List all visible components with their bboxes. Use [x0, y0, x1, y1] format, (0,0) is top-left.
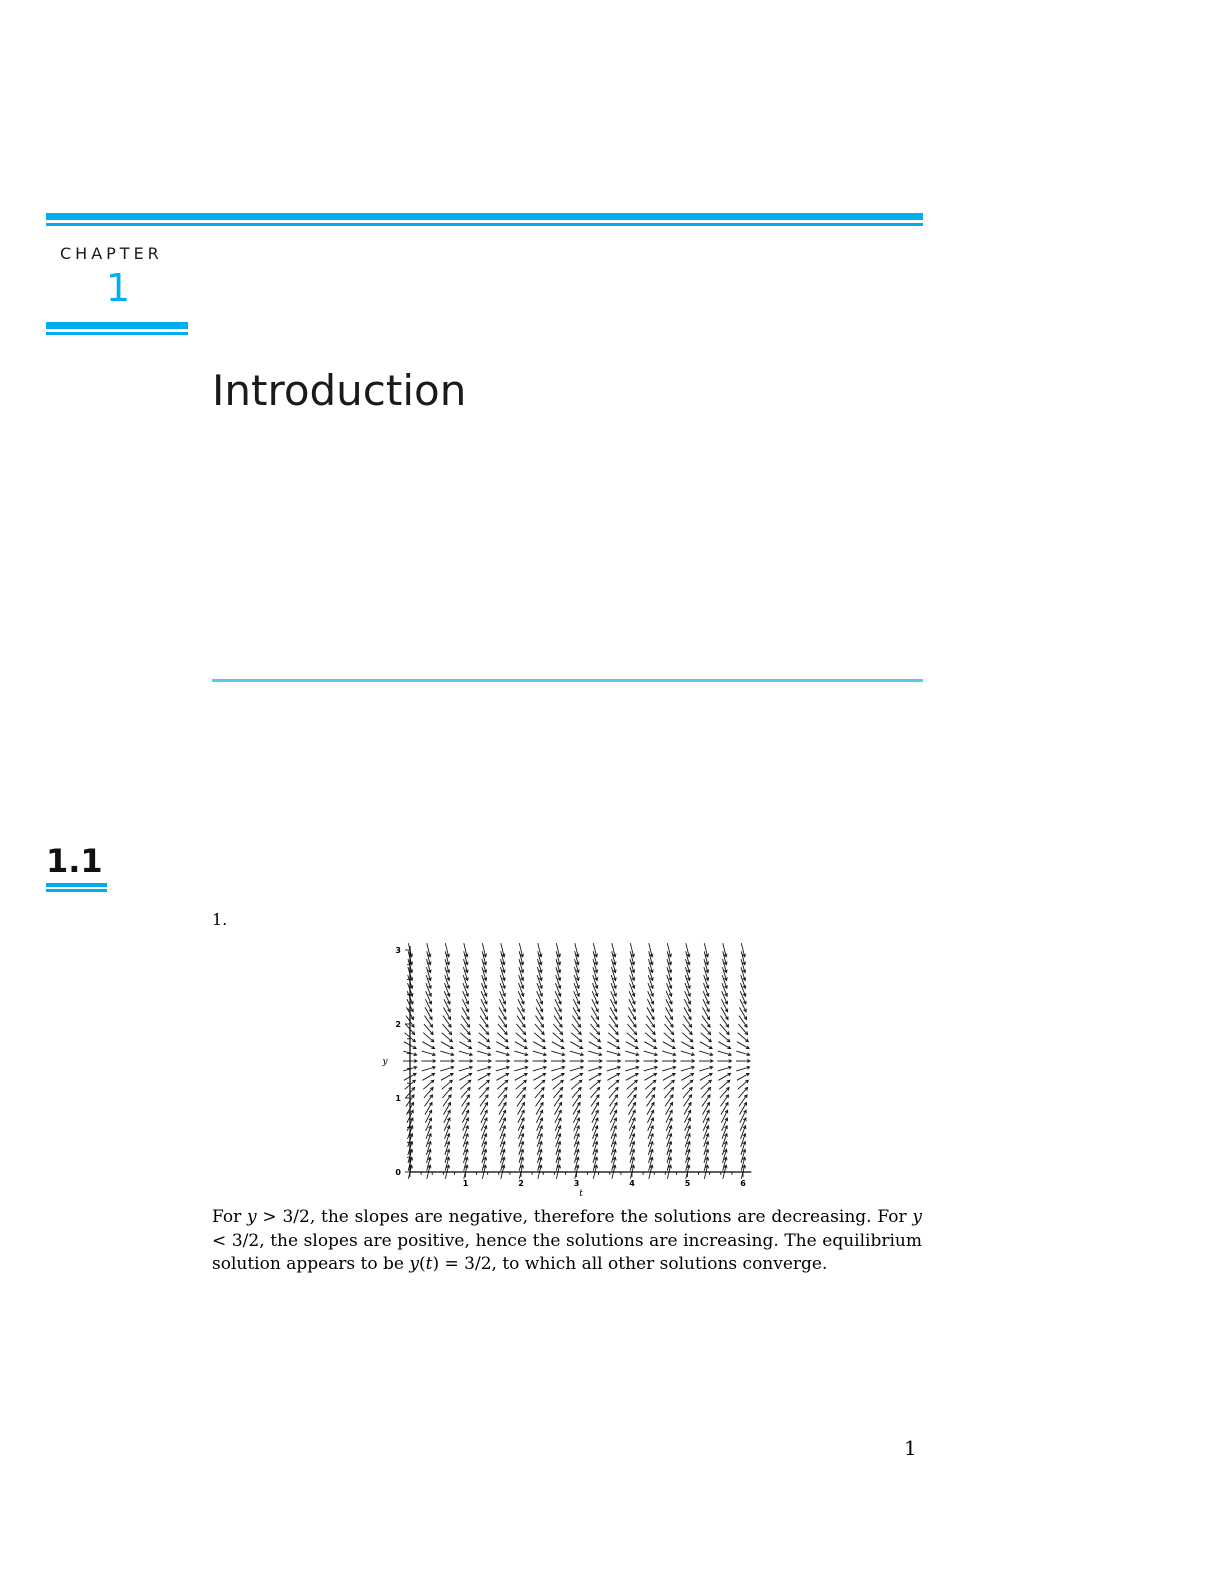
- answer-text-segment: (: [418, 1254, 426, 1274]
- slope-arrow: [591, 1095, 599, 1107]
- answer-text-segment: For: [212, 1207, 248, 1227]
- slope-arrow: [628, 1095, 636, 1107]
- x-tick-label: 1: [462, 1179, 469, 1188]
- slope-arrow: [700, 1042, 712, 1049]
- slope-arrow: [517, 1095, 525, 1107]
- slope-arrow: [737, 1042, 749, 1049]
- slope-arrow: [721, 1016, 729, 1028]
- chapter-rule-thick: [46, 322, 188, 329]
- slope-arrow: [573, 1016, 581, 1028]
- x-tick-label: 3: [573, 1179, 580, 1188]
- slope-arrow: [499, 1016, 507, 1028]
- slope-arrow: [480, 1095, 488, 1107]
- math-variable: y: [912, 1207, 922, 1227]
- slope-arrow: [610, 1016, 618, 1028]
- slope-arrow: [570, 1073, 582, 1080]
- title-rule: [212, 679, 923, 682]
- y-tick-label: 1: [395, 1094, 401, 1103]
- section-number: 1.1: [46, 842, 103, 880]
- slope-arrow: [480, 1016, 488, 1028]
- slope-arrow: [441, 1073, 453, 1080]
- x-tick-label: 2: [518, 1179, 524, 1188]
- chart-axes: [410, 946, 751, 1172]
- slope-arrow: [443, 1095, 451, 1107]
- slope-arrow: [533, 1073, 545, 1080]
- math-variable: y: [409, 1254, 419, 1274]
- math-variable: y: [247, 1207, 257, 1227]
- section-rule-thin: [46, 889, 107, 892]
- x-tick-label: 5: [684, 1179, 691, 1188]
- slope-arrow: [644, 1042, 656, 1049]
- slope-arrow: [496, 1073, 508, 1080]
- answer-text-segment: ) = 3/2, to which all other solutions converge.: [432, 1254, 828, 1274]
- x-axis-label: t: [579, 1189, 583, 1199]
- y-tick-label: 0: [395, 1168, 401, 1177]
- answer-text-segment: < 3/2, the slopes are positive, hence the solutions are increasing. The equilibrium solution appears to be: [212, 1230, 922, 1274]
- slope-arrow: [737, 1073, 749, 1080]
- section-rule-thick: [46, 883, 107, 887]
- math-variable: t: [425, 1254, 433, 1274]
- answer-paragraph: [212, 1206, 922, 1277]
- slope-arrow: [607, 1073, 619, 1080]
- slope-arrow: [681, 1073, 693, 1080]
- slope-arrow: [499, 1095, 507, 1107]
- slope-arrow: [422, 1042, 434, 1049]
- chapter-title: Introduction: [212, 366, 467, 415]
- slope-arrow: [496, 1042, 508, 1049]
- slope-arrow: [663, 1042, 675, 1049]
- slope-field-chart: [378, 940, 758, 1202]
- x-tick-label: 4: [629, 1179, 635, 1188]
- y-tick-label: 3: [395, 946, 401, 955]
- slope-arrow: [739, 1016, 747, 1028]
- answer-text-segment: > 3/2, the slopes are negative, therefore the solutions are decreasing. For: [256, 1207, 913, 1227]
- slope-arrow: [663, 1073, 675, 1080]
- slope-arrow: [425, 1095, 433, 1107]
- slope-arrow: [425, 1016, 433, 1028]
- slope-arrow: [515, 1042, 527, 1049]
- chapter-rule-thin: [46, 332, 188, 335]
- slope-arrow: [573, 1095, 581, 1107]
- slope-arrow: [610, 1095, 618, 1107]
- y-axis-label: y: [382, 1057, 388, 1067]
- slope-arrow: [702, 1095, 710, 1107]
- slope-arrow: [478, 1073, 490, 1080]
- slope-arrow: [626, 1042, 638, 1049]
- slope-arrow: [665, 1095, 673, 1107]
- slope-arrow: [443, 1016, 451, 1028]
- y-tick-label: 2: [395, 1020, 401, 1029]
- slope-arrow: [702, 1016, 710, 1028]
- slope-arrow: [718, 1042, 730, 1049]
- slope-arrow: [647, 1095, 655, 1107]
- page-number: 1: [904, 1436, 917, 1460]
- slope-arrow: [589, 1073, 601, 1080]
- slope-arrow: [739, 1095, 747, 1107]
- slope-arrow: [644, 1073, 656, 1080]
- slope-arrow: [552, 1073, 564, 1080]
- slope-arrow: [536, 1016, 544, 1028]
- chapter-label: CHAPTER: [60, 244, 163, 263]
- slope-arrow: [517, 1016, 525, 1028]
- slope-arrow: [647, 1016, 655, 1028]
- slope-arrow: [441, 1042, 453, 1049]
- slope-arrow: [665, 1016, 673, 1028]
- slope-arrow: [589, 1042, 601, 1049]
- slope-arrow: [591, 1016, 599, 1028]
- problem-number: 1.: [212, 910, 228, 929]
- slope-arrow: [422, 1073, 434, 1080]
- slope-arrow: [533, 1042, 545, 1049]
- slope-arrow: [607, 1042, 619, 1049]
- top-rule-thin: [46, 223, 923, 226]
- slope-arrow: [684, 1016, 692, 1028]
- slope-arrow: [681, 1042, 693, 1049]
- slope-arrow: [462, 1095, 470, 1107]
- slope-arrow: [459, 1073, 471, 1080]
- slope-arrow: [536, 1095, 544, 1107]
- slope-arrow: [628, 1016, 636, 1028]
- slope-arrow: [515, 1073, 527, 1080]
- slope-arrow: [459, 1042, 471, 1049]
- slope-arrow: [554, 1016, 562, 1028]
- chapter-number: 1: [105, 266, 131, 310]
- slope-arrow: [721, 1095, 729, 1107]
- slope-arrow: [684, 1095, 692, 1107]
- slope-arrow: [554, 1095, 562, 1107]
- slope-arrow: [718, 1073, 730, 1080]
- top-rule-thick: [46, 213, 923, 220]
- slope-field-arrows: [403, 943, 750, 1179]
- slope-arrow: [626, 1073, 638, 1080]
- slope-arrow: [478, 1042, 490, 1049]
- slope-arrow: [552, 1042, 564, 1049]
- x-tick-label: 6: [740, 1179, 746, 1188]
- slope-arrow: [462, 1016, 470, 1028]
- slope-arrow: [700, 1073, 712, 1080]
- slope-arrow: [570, 1042, 582, 1049]
